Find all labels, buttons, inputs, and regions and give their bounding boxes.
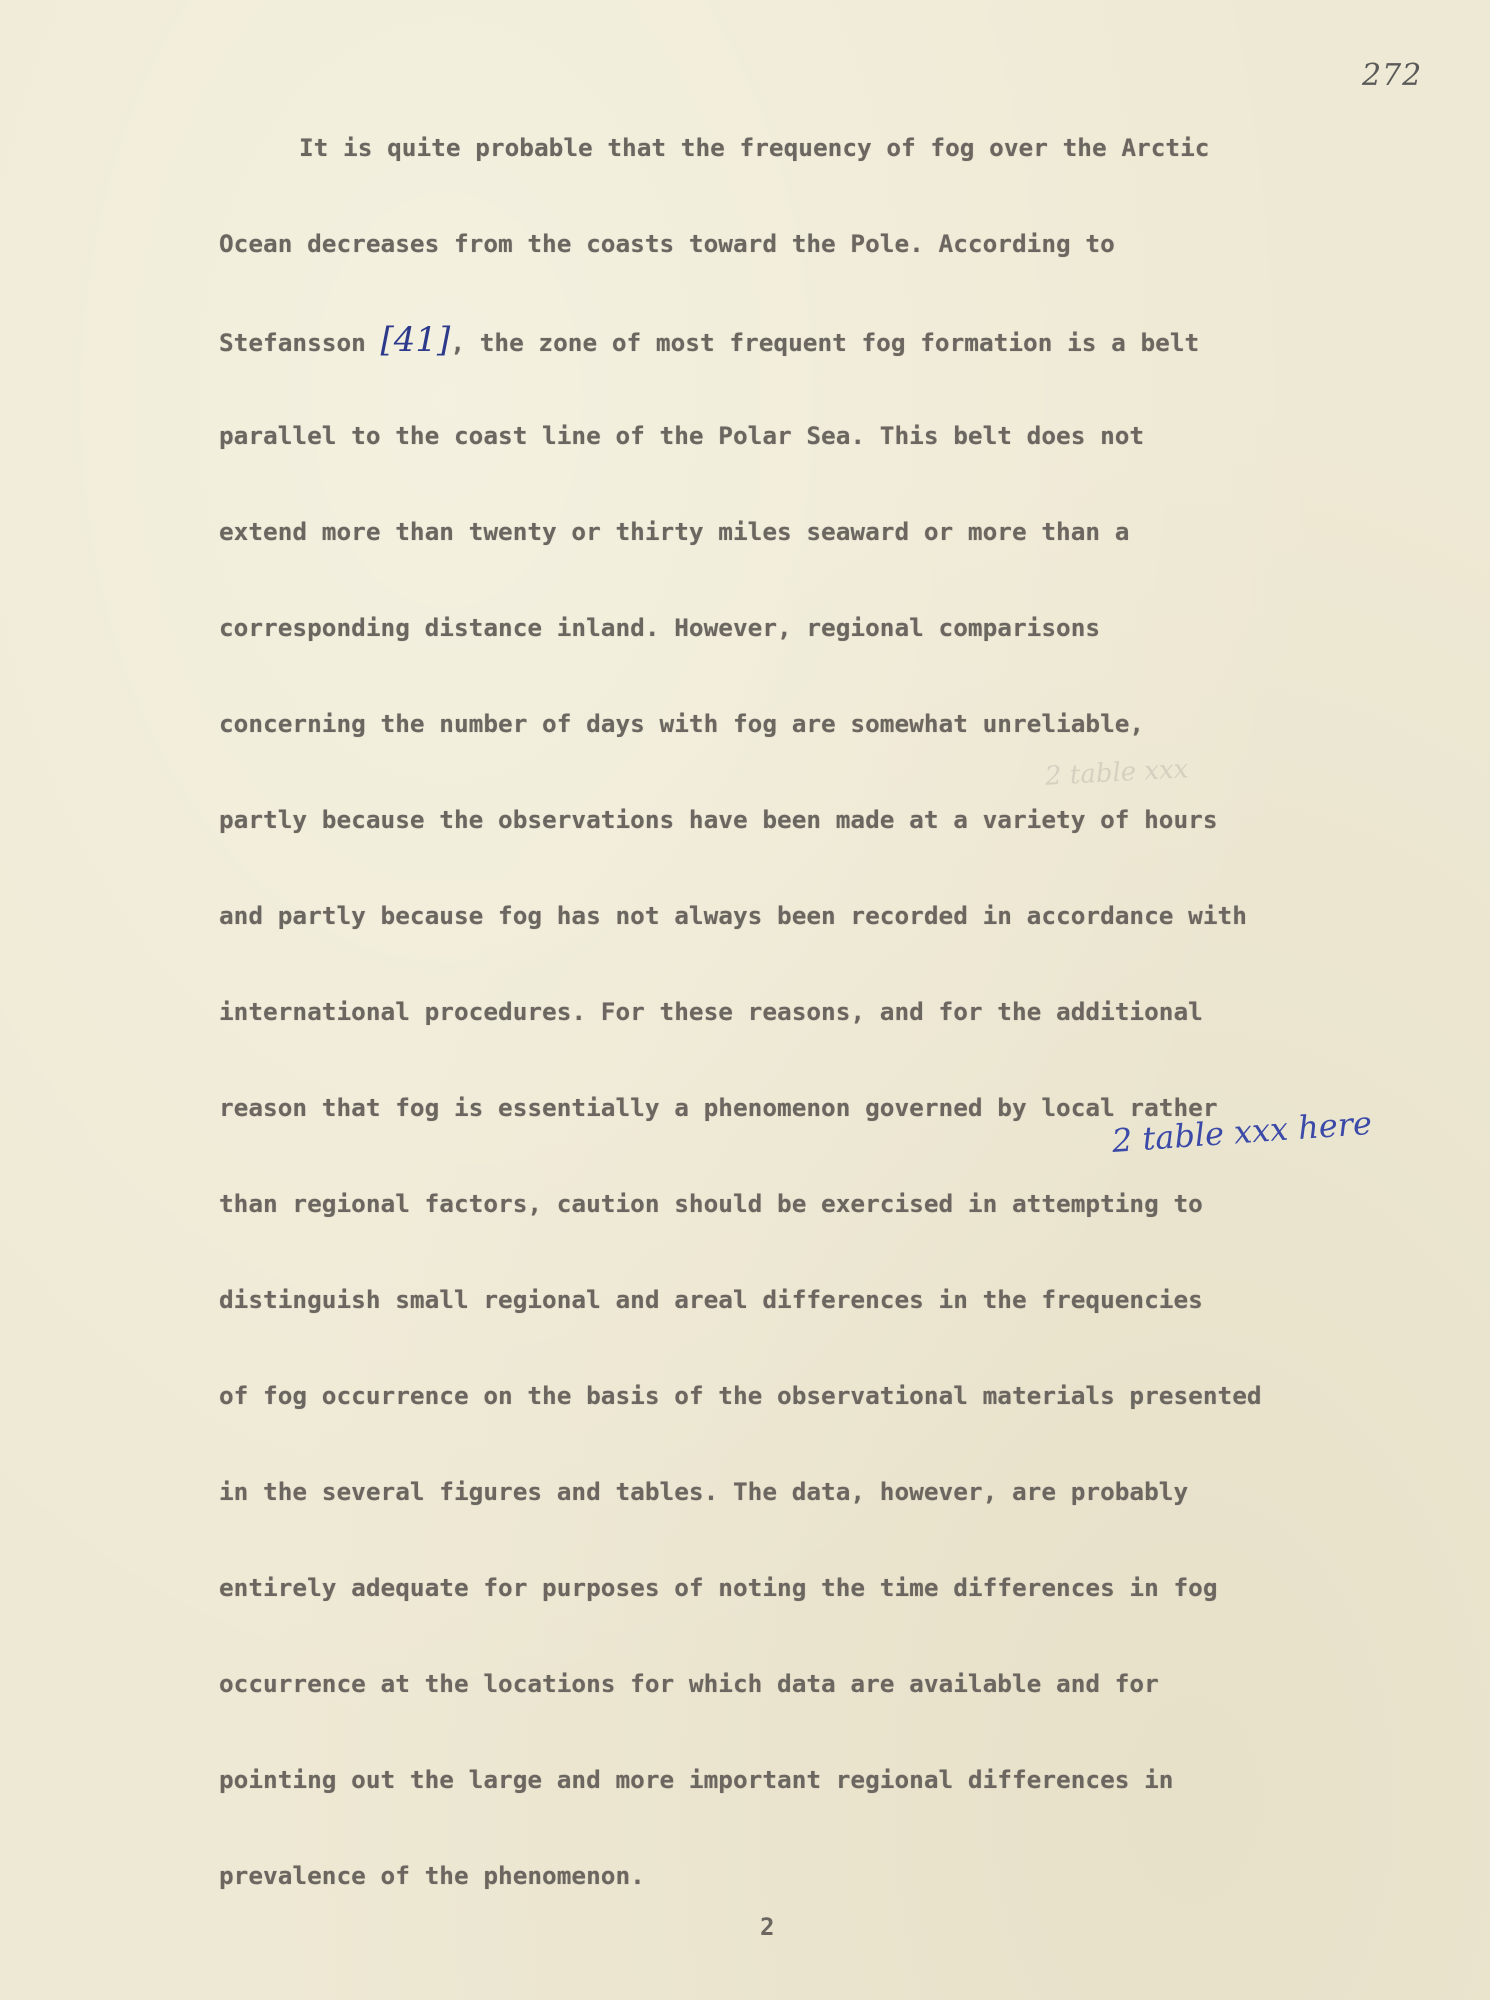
text-line: occurrence at the locations for which data are available and for <box>219 1669 1159 1698</box>
text-line: than regional factors, caution should be exercised in attempting to <box>219 1189 1203 1218</box>
handwritten-page-number: 272 <box>1362 58 1423 93</box>
text-line: prevalence of the phenomenon. <box>219 1861 645 1890</box>
text-segment: , the zone of most frequent fog formation is a belt <box>450 328 1200 357</box>
text-line: in the several figures and tables. The data, however, are probably <box>219 1477 1189 1506</box>
text-line: concerning the number of days with fog are somewhat unreliable, <box>219 709 1145 738</box>
text-line: international procedures. For these reasons, and for the additional <box>219 997 1203 1026</box>
text-line: It is quite probable that the frequency of fog over the Arctic <box>299 133 1210 162</box>
text-line: partly because the observations have been made at a variety of hours <box>219 805 1218 834</box>
typed-paragraph <box>219 130 1419 1954</box>
text-line <box>219 322 1419 418</box>
text-segment: Stefansson <box>219 328 381 357</box>
text-line: corresponding distance inland. However, regional comparisons <box>219 613 1101 642</box>
text-line: entirely adequate for purposes of noting the time differences in fog <box>219 1573 1218 1602</box>
text-line: Ocean decreases from the coasts toward the Pole. According to <box>219 229 1115 258</box>
text-line: pointing out the large and more important regional differences in <box>219 1765 1174 1794</box>
text-line: parallel to the coast line of the Polar Sea. This belt does not <box>219 421 1145 450</box>
text-line: distinguish small regional and areal differences in the frequencies <box>219 1285 1203 1314</box>
footer-page-number: 2 <box>760 1913 775 1941</box>
handwritten-citation: [41] <box>380 320 451 360</box>
text-line: of fog occurrence on the basis of the observational materials presented <box>219 1381 1262 1410</box>
text-line: reason that fog is essentially a phenomenon governed by local rather <box>219 1093 1218 1122</box>
text-line: and partly because fog has not always been recorded in accordance with <box>219 901 1247 930</box>
text-line: extend more than twenty or thirty miles seaward or more than a <box>219 517 1130 546</box>
faint-pencil-note: 2 table xxx <box>1044 754 1190 792</box>
handwritten-margin-note: 2 table xxx here <box>1110 1103 1374 1160</box>
